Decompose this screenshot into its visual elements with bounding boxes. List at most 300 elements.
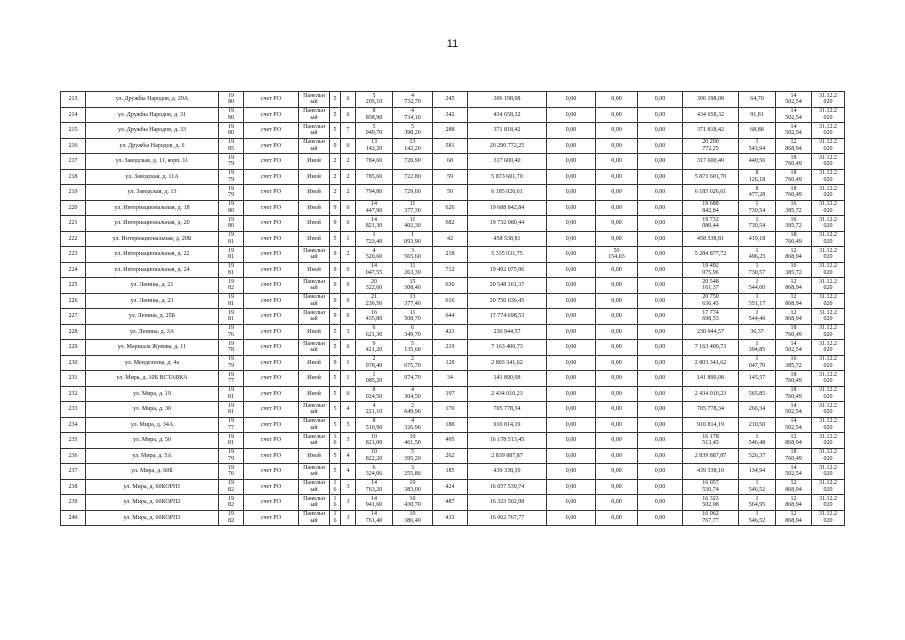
cell-regional-funds: 0,00	[596, 138, 638, 154]
cell-federal-funds: 0,00	[547, 371, 596, 387]
cell-address: ул. Ленина, д. 21	[86, 278, 219, 294]
cell-unit-cost: 91,81	[739, 107, 776, 123]
cell-row-number: 223	[61, 247, 86, 263]
cell-entrances: 1	[341, 231, 356, 247]
cell-entrances: 6	[341, 138, 356, 154]
cell-residential-area: 720,90	[393, 154, 433, 170]
cell-municipal-funds: 0,00	[638, 200, 683, 216]
cell-fund-account: счет РО	[244, 138, 299, 154]
cell-entrances: 1	[341, 371, 356, 387]
cell-total-cost: 2 803 341,62	[468, 355, 547, 371]
cell-municipal-funds: 0,00	[638, 247, 683, 263]
cell-row-number: 234	[61, 417, 86, 433]
cell-municipal-funds: 0,00	[638, 433, 683, 449]
cell-floors: 9	[330, 278, 341, 294]
cell-fund-account: счет РО	[244, 433, 299, 449]
cell-federal-funds: 0,00	[547, 433, 596, 449]
cell-completion-date: 31.12.2 020	[812, 510, 845, 526]
cell-wall-material: Иной	[299, 216, 330, 232]
cell-wall-material: Иной	[299, 262, 330, 278]
cell-fund-account: счет РО	[244, 200, 299, 216]
cell-completion-date: 31.12.2 020	[812, 479, 845, 495]
cell-owner-funds: 5 873 601,70	[683, 169, 739, 185]
table-row	[61, 154, 845, 170]
cell-regional-funds: 0,00	[596, 371, 638, 387]
cell-cost-limit: 18 760,49	[776, 231, 812, 247]
cell-completion-date: 31.12.2 020	[812, 262, 845, 278]
cell-floors: 5	[330, 402, 341, 418]
cell-cost-limit: 14 502,54	[776, 123, 812, 139]
cell-residential-area: 15 308,40	[393, 278, 433, 294]
cell-municipal-funds: 0,00	[638, 510, 683, 526]
cell-owner-funds: 306 198,08	[683, 92, 739, 108]
cell-owner-funds: 20 290 772,25	[683, 138, 739, 154]
table-row	[61, 293, 845, 309]
cell-floors: 5	[330, 371, 341, 387]
cell-total-cost: 230 944,57	[468, 324, 547, 340]
cell-residents: 626	[433, 200, 468, 216]
cell-unit-cost: 1 544,46	[739, 309, 776, 325]
cell-cost-limit: 14 502,54	[776, 402, 812, 418]
cell-fund-account: счет РО	[244, 262, 299, 278]
cell-regional-funds: 0,00	[596, 293, 638, 309]
cell-municipal-funds: 0,00	[638, 278, 683, 294]
cell-year-built: 19 81	[219, 433, 244, 449]
cell-entrances: 6	[341, 278, 356, 294]
cell-federal-funds: 0,00	[547, 231, 596, 247]
cell-unit-cost: 1 730,54	[739, 216, 776, 232]
cell-fund-account: счет РО	[244, 247, 299, 263]
table-row	[61, 92, 845, 108]
cell-entrances: 2	[341, 185, 356, 201]
cell-total-cost: 5 335 031,75	[468, 247, 547, 263]
cell-year-built: 19 82	[219, 495, 244, 511]
cell-cost-limit: 16 385,72	[776, 355, 812, 371]
table-row	[61, 185, 845, 201]
cell-residential-area: 6 349,70	[393, 324, 433, 340]
cell-year-built: 19 81	[219, 293, 244, 309]
cell-residential-area: 11 402,30	[393, 216, 433, 232]
cell-wall-material: Панельн ый	[299, 278, 330, 294]
cell-wall-material: Панельн ый	[299, 340, 330, 356]
cell-row-number: 220	[61, 200, 86, 216]
cell-residents: 616	[433, 293, 468, 309]
cell-entrances: 6	[341, 293, 356, 309]
cell-unit-cost: 1 546,52	[739, 479, 776, 495]
cell-federal-funds: 0,00	[547, 355, 596, 371]
cell-completion-date: 31.12.2 020	[812, 154, 845, 170]
cell-wall-material: Панельн ый	[299, 138, 330, 154]
cell-federal-funds: 0,00	[547, 247, 596, 263]
cell-completion-date: 31.12.2 020	[812, 495, 845, 511]
cell-total-cost: 2 839 887,87	[468, 448, 547, 464]
cell-cost-limit: 12 868,94	[776, 247, 812, 263]
cell-unit-cost: 266,34	[739, 402, 776, 418]
cell-entrances: 7	[341, 123, 356, 139]
cell-year-built: 19 79	[219, 448, 244, 464]
cell-total-area: 13 142,20	[356, 138, 393, 154]
cell-federal-funds: 0,00	[547, 479, 596, 495]
cell-total-area: 8 510,90	[356, 417, 393, 433]
cell-total-area: 10 821,00	[356, 433, 393, 449]
cell-federal-funds: 0,00	[547, 92, 596, 108]
cell-floors: 5	[330, 340, 341, 356]
cell-fund-account: счет РО	[244, 510, 299, 526]
cell-address: ул. Интернациональная, д. 20	[86, 216, 219, 232]
cell-fund-account: счет РО	[244, 386, 299, 402]
cell-total-area: 5 949,70	[356, 123, 393, 139]
cell-regional-funds: 0,00	[596, 402, 638, 418]
cell-completion-date: 31.12.2 020	[812, 293, 845, 309]
cell-residential-area: 4 304,50	[393, 386, 433, 402]
cell-federal-funds: 0,00	[547, 324, 596, 340]
cell-unit-cost: 8 126,18	[739, 169, 776, 185]
cell-fund-account: счет РО	[244, 479, 299, 495]
cell-federal-funds: 0,00	[547, 293, 596, 309]
cell-completion-date: 31.12.2 020	[812, 92, 845, 108]
cell-municipal-funds: 0,00	[638, 92, 683, 108]
cell-row-number: 214	[61, 107, 86, 123]
cell-unit-cost: 134,94	[739, 464, 776, 480]
cell-address: ул. Мира, д. 19	[86, 386, 219, 402]
cell-regional-funds: 50 154,03	[596, 247, 638, 263]
cell-residents: 50	[433, 185, 468, 201]
cell-wall-material: Панельн ый	[299, 479, 330, 495]
cell-entrances: 3	[341, 433, 356, 449]
cell-total-area: 16 435,80	[356, 309, 393, 325]
cell-floors: 9	[330, 200, 341, 216]
cell-total-cost: 2 434 010,23	[468, 386, 547, 402]
cell-row-number: 222	[61, 231, 86, 247]
cell-completion-date: 31.12.2 020	[812, 433, 845, 449]
cell-year-built: 19 76	[219, 324, 244, 340]
cell-residents: 487	[433, 495, 468, 511]
cell-federal-funds: 0,00	[547, 448, 596, 464]
cell-total-area: 1 085,20	[356, 371, 393, 387]
cell-address: ул. Ленина, д. 3А	[86, 324, 219, 340]
cell-floors: 5	[330, 92, 341, 108]
table-row	[61, 402, 845, 418]
cell-residents: 188	[433, 417, 468, 433]
cell-owner-funds: 2 839 887,87	[683, 448, 739, 464]
cell-fund-account: счет РО	[244, 448, 299, 464]
cell-floors: 5	[330, 107, 341, 123]
cell-row-number: 225	[61, 278, 86, 294]
cell-wall-material: Иной	[299, 355, 330, 371]
cell-total-area: 794,80	[356, 185, 393, 201]
cell-regional-funds: 0,00	[596, 510, 638, 526]
cell-total-cost: 434 658,32	[468, 107, 547, 123]
cell-completion-date: 31.12.2 020	[812, 417, 845, 433]
cell-row-number: 216	[61, 138, 86, 154]
cell-entrances: 6	[341, 309, 356, 325]
cell-residential-area: 10 461,50	[393, 433, 433, 449]
table-row	[61, 231, 845, 247]
cell-year-built: 19 81	[219, 247, 244, 263]
cell-completion-date: 31.12.2 020	[812, 464, 845, 480]
cell-completion-date: 31.12.2 020	[812, 371, 845, 387]
cell-municipal-funds: 0,00	[638, 185, 683, 201]
cell-floors: 5	[330, 417, 341, 433]
cell-address: ул. Мира, д. 60КОРП3	[86, 510, 219, 526]
cell-federal-funds: 0,00	[547, 216, 596, 232]
cell-completion-date: 31.12.2 020	[812, 386, 845, 402]
cell-row-number: 221	[61, 216, 86, 232]
cell-owner-funds: 705 778,34	[683, 402, 739, 418]
cell-entrances: 5	[341, 417, 356, 433]
table-row	[61, 448, 845, 464]
cell-regional-funds: 0,00	[596, 123, 638, 139]
cell-fund-account: счет РО	[244, 92, 299, 108]
cell-fund-account: счет РО	[244, 107, 299, 123]
cell-total-cost: 16 178 513,45	[468, 433, 547, 449]
cell-row-number: 215	[61, 123, 86, 139]
cell-cost-limit: 18 760,49	[776, 324, 812, 340]
cell-year-built: 19 81	[219, 386, 244, 402]
cell-year-built: 19 81	[219, 402, 244, 418]
cell-total-area: 14 761,40	[356, 510, 393, 526]
cell-total-cost: 17 774 698,53	[468, 309, 547, 325]
cell-row-number: 237	[61, 464, 86, 480]
cell-total-cost: 371 818,42	[468, 123, 547, 139]
cell-address: ул. Дружбы Народов, д. 6	[86, 138, 219, 154]
cell-owner-funds: 910 814,19	[683, 417, 739, 433]
cell-cost-limit: 12 868,94	[776, 138, 812, 154]
cell-residents: 495	[433, 433, 468, 449]
cell-wall-material: Панельн ый	[299, 495, 330, 511]
cell-federal-funds: 0,00	[547, 169, 596, 185]
cell-federal-funds: 0,00	[547, 154, 596, 170]
cell-wall-material: Иной	[299, 324, 330, 340]
cell-residents: 197	[433, 386, 468, 402]
cell-residents: 218	[433, 247, 468, 263]
cell-residents: 170	[433, 402, 468, 418]
cell-unit-cost: 145,57	[739, 371, 776, 387]
cell-regional-funds: 0,00	[596, 495, 638, 511]
cell-unit-cost: 68,88	[739, 123, 776, 139]
table-row	[61, 479, 845, 495]
cell-total-area: 785,60	[356, 169, 393, 185]
cell-municipal-funds: 0,00	[638, 154, 683, 170]
cell-municipal-funds: 0,00	[638, 402, 683, 418]
cell-owner-funds: 16 057 530,74	[683, 479, 739, 495]
cell-cost-limit: 16 385,72	[776, 200, 812, 216]
cell-year-built: 19 81	[219, 231, 244, 247]
cell-residents: 34	[433, 371, 468, 387]
cell-wall-material: Панельн ый	[299, 433, 330, 449]
cell-floors: 1 6	[330, 433, 341, 449]
cell-total-area: 5 205,10	[356, 92, 393, 108]
cell-residents: 630	[433, 278, 468, 294]
cell-municipal-funds: 0,00	[638, 262, 683, 278]
cell-cost-limit: 12 868,94	[776, 495, 812, 511]
cell-address: ул. Дружбы Народов, д. 33	[86, 123, 219, 139]
cell-row-number: 238	[61, 479, 86, 495]
cell-municipal-funds: 0,00	[638, 386, 683, 402]
cell-entrances: 6	[341, 340, 356, 356]
cell-total-area: 8 858,90	[356, 107, 393, 123]
cell-regional-funds: 0,00	[596, 386, 638, 402]
cell-wall-material: Иной	[299, 169, 330, 185]
cell-owner-funds: 20 750 636,45	[683, 293, 739, 309]
cell-floors: 9	[330, 309, 341, 325]
table-row	[61, 464, 845, 480]
cell-municipal-funds: 0,00	[638, 309, 683, 325]
cell-total-area: 20 322,60	[356, 278, 393, 294]
cell-row-number: 229	[61, 340, 86, 356]
cell-residential-area: 13 142,20	[393, 138, 433, 154]
cell-wall-material: Панельн ый	[299, 464, 330, 480]
cell-total-cost: 5 873 601,70	[468, 169, 547, 185]
cell-completion-date: 31.12.2 020	[812, 402, 845, 418]
cell-residents: 433	[433, 510, 468, 526]
cell-unit-cost: 36,37	[739, 324, 776, 340]
cell-address: ул. Интернациональная, д. 20Б	[86, 231, 219, 247]
cell-total-area: 14 821,30	[356, 216, 393, 232]
cell-row-number: 217	[61, 154, 86, 170]
cell-fund-account: счет РО	[244, 293, 299, 309]
cell-owner-funds: 16 323 502,98	[683, 495, 739, 511]
table-row	[61, 495, 845, 511]
cell-total-area: 1 723,40	[356, 231, 393, 247]
cell-federal-funds: 0,00	[547, 510, 596, 526]
cell-year-built: 19 80	[219, 92, 244, 108]
cell-regional-funds: 0,00	[596, 185, 638, 201]
cell-total-cost: 7 163 400,73	[468, 340, 547, 356]
cell-residential-area: 5 135,60	[393, 340, 433, 356]
cell-regional-funds: 0,00	[596, 340, 638, 356]
cell-address: ул. Маршала Жукова, д. 11	[86, 340, 219, 356]
cell-cost-limit: 18 760,49	[776, 448, 812, 464]
table-row	[61, 107, 845, 123]
cell-owner-funds: 317 600,40	[683, 154, 739, 170]
cell-federal-funds: 0,00	[547, 309, 596, 325]
cell-completion-date: 31.12.2 020	[812, 123, 845, 139]
cell-address: ул. Мира, д. 60КОРП1	[86, 479, 219, 495]
cell-residents: 644	[433, 309, 468, 325]
cell-floors: 9	[330, 355, 341, 371]
cell-floors: 5	[330, 324, 341, 340]
cell-fund-account: счет РО	[244, 402, 299, 418]
cell-year-built: 19 80	[219, 107, 244, 123]
cell-residential-area: 11 377,30	[393, 200, 433, 216]
cell-unit-cost: 210,50	[739, 417, 776, 433]
cell-year-built: 19 79	[219, 169, 244, 185]
cell-regional-funds: 0,00	[596, 479, 638, 495]
cell-regional-funds: 0,00	[596, 433, 638, 449]
cell-floors: 9	[330, 138, 341, 154]
cell-regional-funds: 0,00	[596, 262, 638, 278]
cell-municipal-funds: 0,00	[638, 417, 683, 433]
cell-unit-cost: 1 546,48	[739, 433, 776, 449]
cell-entrances: 4	[341, 402, 356, 418]
cell-entrances: 3	[341, 495, 356, 511]
cell-cost-limit: 12 868,94	[776, 433, 812, 449]
cell-row-number: 240	[61, 510, 86, 526]
cell-cost-limit: 14 502,54	[776, 417, 812, 433]
cell-total-area: 10 822,20	[356, 448, 393, 464]
cell-year-built: 19 80	[219, 216, 244, 232]
cell-wall-material: Панельн ый	[299, 92, 330, 108]
cell-cost-limit: 12 868,94	[776, 309, 812, 325]
cell-federal-funds: 0,00	[547, 495, 596, 511]
cell-total-area: 14 763,20	[356, 479, 393, 495]
cell-fund-account: счет РО	[244, 324, 299, 340]
cell-residential-area: 729,60	[393, 185, 433, 201]
cell-row-number: 227	[61, 309, 86, 325]
cell-owner-funds: 439 338,10	[683, 464, 739, 480]
cell-entrances: 2	[341, 247, 356, 263]
cell-total-area: 4 221,10	[356, 402, 393, 418]
cell-floors: 2	[330, 185, 341, 201]
cell-wall-material: Панельн ый	[299, 309, 330, 325]
cell-owner-funds: 6 185 026,61	[683, 185, 739, 201]
cell-owner-funds: 19 688 842,84	[683, 200, 739, 216]
cell-floors: 9	[330, 247, 341, 263]
cell-residential-area: 3 565,60	[393, 247, 433, 263]
cell-residents: 262	[433, 448, 468, 464]
cell-cost-limit: 16 385,72	[776, 262, 812, 278]
cell-cost-limit: 14 502,54	[776, 464, 812, 480]
cell-municipal-funds: 0,00	[638, 231, 683, 247]
cell-address: ул. Мира, д. 5А	[86, 448, 219, 464]
cell-owner-funds: 230 944,57	[683, 324, 739, 340]
table-row	[61, 123, 845, 139]
cell-address: ул. Интернациональная, д. 18	[86, 200, 219, 216]
cell-municipal-funds: 0,00	[638, 138, 683, 154]
cell-wall-material: Иной	[299, 200, 330, 216]
cell-wall-material: Панельн ый	[299, 107, 330, 123]
cell-cost-limit: 18 760,49	[776, 371, 812, 387]
cell-municipal-funds: 0,00	[638, 371, 683, 387]
cell-row-number: 231	[61, 371, 86, 387]
cell-residential-area: 2 675,70	[393, 355, 433, 371]
cell-completion-date: 31.12.2 020	[812, 107, 845, 123]
cell-wall-material: Иной	[299, 371, 330, 387]
cell-floors: 5	[330, 448, 341, 464]
cell-federal-funds: 0,00	[547, 417, 596, 433]
cell-municipal-funds: 0,00	[638, 293, 683, 309]
cell-residential-area: 2 649,90	[393, 402, 433, 418]
cell-residential-area: 1 093,90	[393, 231, 433, 247]
cell-residential-area: 13 377,40	[393, 293, 433, 309]
table-row	[61, 138, 845, 154]
cell-wall-material: Иной	[299, 448, 330, 464]
cell-regional-funds: 0,00	[596, 200, 638, 216]
cell-regional-funds: 0,00	[596, 231, 638, 247]
cell-cost-limit: 18 760,49	[776, 169, 812, 185]
cell-total-cost: 19 688 842,84	[468, 200, 547, 216]
cell-year-built: 19 77	[219, 371, 244, 387]
cell-completion-date: 31.12.2 020	[812, 309, 845, 325]
cell-total-area: 8 024,50	[356, 386, 393, 402]
cell-municipal-funds: 0,00	[638, 123, 683, 139]
table-row	[61, 278, 845, 294]
cell-row-number: 224	[61, 262, 86, 278]
cell-residents: 682	[433, 216, 468, 232]
cell-address: ул. Дружбы Народов, д. 31	[86, 107, 219, 123]
cell-entrances: 2	[341, 169, 356, 185]
cell-wall-material: Панельн ый	[299, 123, 330, 139]
cell-residents: 68	[433, 154, 468, 170]
cell-municipal-funds: 0,00	[638, 355, 683, 371]
table-row	[61, 355, 845, 371]
cell-regional-funds: 0,00	[596, 355, 638, 371]
cell-residents: 712	[433, 262, 468, 278]
cell-wall-material: Панельн ый	[299, 417, 330, 433]
table-row	[61, 371, 845, 387]
cell-cost-limit: 14 502,54	[776, 92, 812, 108]
